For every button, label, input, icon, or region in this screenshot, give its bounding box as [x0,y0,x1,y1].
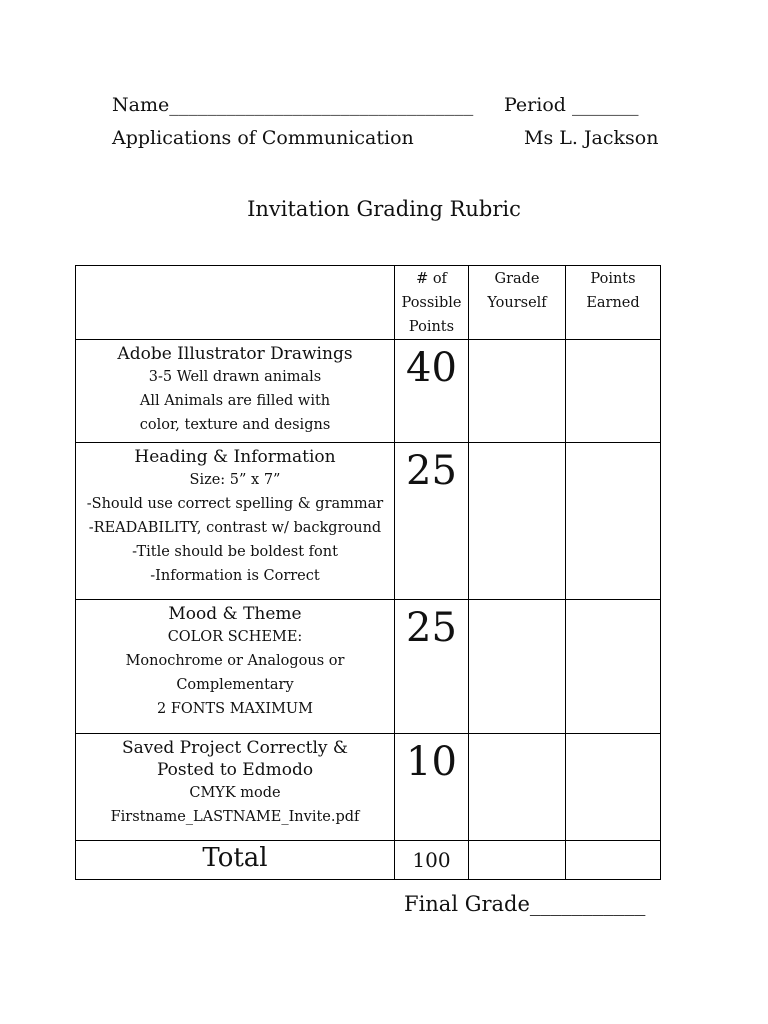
criteria-line: 3-5 Well drawn animals [148,369,322,385]
points-earned-header-line: Earned [586,295,640,311]
possible-points-value: 25 [395,443,469,600]
points-earned-cell [566,443,661,600]
points-earned-cell [566,340,661,443]
criteria-line: color, texture and designs [139,417,331,433]
criteria-header-cell [76,266,395,340]
grade-yourself-cell [469,841,566,880]
criteria-title: Saved Project Correctly & [121,738,349,758]
possible-points-header [395,266,469,340]
total-label: Total [76,841,395,880]
criteria-line: Size: 5” x 7” [189,472,281,488]
possible-points-header-line: Possible [401,295,462,311]
possible-points-header-line: Points [408,319,455,335]
points-earned-cell [566,734,661,841]
possible-points-value: 40 [395,340,469,443]
grade-yourself-cell [469,600,566,734]
criteria-line: -READABILITY, contrast w/ background [88,520,382,536]
criteria-line: All Animals are filled with [139,393,331,409]
grade-yourself-header [469,266,566,340]
period-field: Period _______ [504,94,639,116]
criteria-line: CMYK mode [189,785,281,801]
grade-yourself-header-line: Grade [494,271,540,287]
course-title: Applications of Communication [112,127,414,149]
points-earned-cell [566,600,661,734]
grade-yourself-cell [469,443,566,600]
criteria-line: -Title should be boldest font [132,544,338,560]
criteria-cell [76,443,395,600]
possible-points-header-line: # of [416,271,447,287]
points-earned-header-line: Points [590,271,636,287]
criteria-title: Heading & Information [134,447,336,467]
rubric-row-mood [76,600,661,734]
criteria-cell [76,734,395,841]
possible-points-value: 25 [395,600,469,734]
grade-yourself-header-line: Yourself [487,295,547,311]
page-title: Invitation Grading Rubric [247,197,521,221]
criteria-cell [76,600,395,734]
points-earned-header [566,266,661,340]
criteria-line: Firstname_LASTNAME_Invite.pdf [110,809,360,825]
teacher-name: Ms L. Jackson [524,127,659,149]
grade-yourself-cell [469,734,566,841]
criteria-title: Posted to Edmodo [156,760,314,780]
criteria-line: Complementary [176,677,294,693]
criteria-line: -Should use correct spelling & grammar [86,496,384,512]
criteria-line: 2 FONTS MAXIMUM [157,701,313,717]
rubric-table [75,265,661,880]
rubric-row-saved [76,734,661,841]
criteria-line: Monochrome or Analogous or [125,653,345,669]
rubric-row-drawings [76,340,661,443]
header-row [76,266,661,340]
total-points-value: 100 [395,841,469,880]
criteria-line: -Information is Correct [150,568,320,584]
criteria-cell [76,340,395,443]
criteria-title: Mood & Theme [168,604,302,624]
criteria-line: COLOR SCHEME: [167,629,303,645]
total-row [76,841,661,880]
criteria-title: Adobe Illustrator Drawings [117,344,353,364]
name-field: Name________________________________ [112,94,474,116]
final-grade-field: Final Grade___________ [404,892,646,916]
rubric-row-heading [76,443,661,600]
possible-points-value: 10 [395,734,469,841]
points-earned-cell [566,841,661,880]
grade-yourself-cell [469,340,566,443]
